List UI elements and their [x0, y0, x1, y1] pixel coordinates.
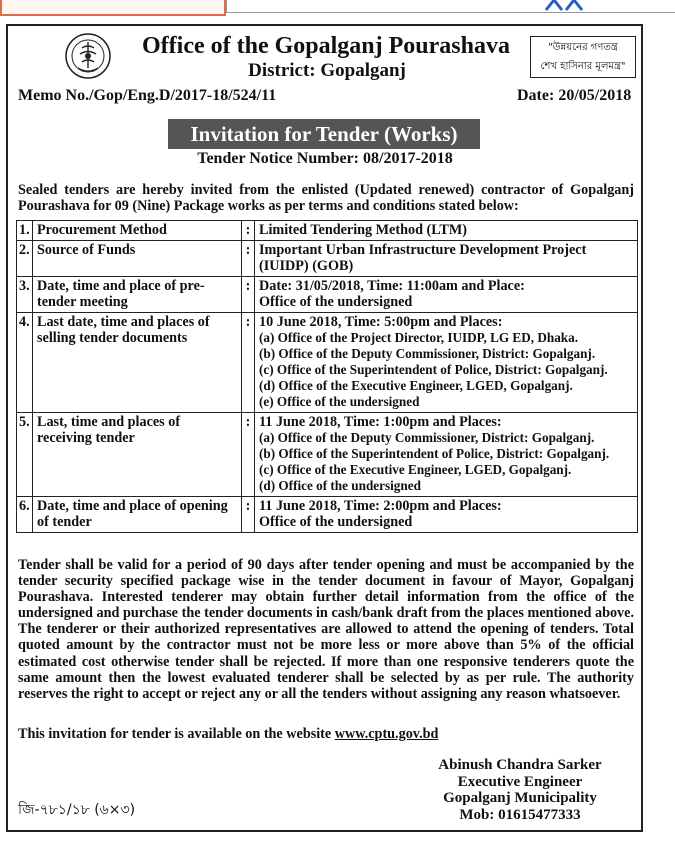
- terms-value-line: Date: 31/05/2018, Time: 11:00am and Place:: [259, 278, 525, 294]
- publication-ref-code: জি-৭৮১/১৮ (৬×৩): [18, 802, 136, 818]
- website-prefix: This invitation for tender is available on the website: [18, 726, 335, 742]
- terms-value-line: Office of the undersigned: [259, 514, 413, 530]
- terms-row-value: [255, 313, 638, 413]
- terms-row-label: Date, time and place of pre-tender meeting: [33, 277, 242, 313]
- terms-value-line: (b) Office of the Deputy Commissioner, District: Gopalganj.: [259, 346, 596, 361]
- slogan-box: [530, 36, 636, 78]
- terms-row-label: Source of Funds: [33, 241, 242, 277]
- terms-row-label: Last, time and places of receiving tender: [33, 413, 242, 497]
- terms-row-value: [255, 413, 638, 497]
- terms-row-label: Procurement Method: [33, 221, 242, 241]
- terms-value-line: (d) Office of the undersigned: [259, 478, 421, 493]
- terms-row: [17, 497, 638, 533]
- terms-row-label: Last date, time and places of selling tender documents: [33, 313, 242, 413]
- terms-row-number: 6.: [17, 497, 33, 533]
- tender-notice-number: Tender Notice Number: 08/2017-2018: [197, 150, 453, 167]
- terms-row-label: Date, time and place of opening of tender: [33, 497, 242, 533]
- memo-number: Memo No./Gop/Eng.D/2017-18/524/11: [18, 87, 277, 104]
- adjacent-ad-fragment-right: [226, 0, 675, 13]
- terms-value-line: Limited Tendering Method (LTM): [259, 222, 467, 238]
- signatory-title: Executive Engineer: [457, 773, 583, 790]
- terms-value-line: (b) Office of the Superintendent of Police, District: Gopalganj.: [259, 446, 610, 461]
- terms-row-value: [255, 497, 638, 533]
- signatory-mobile: Mob: 01615477333: [459, 806, 581, 823]
- terms-value-line: (a) Office of the Deputy Commissioner, District: Gopalganj.: [259, 430, 595, 445]
- terms-row-colon: :: [242, 241, 255, 277]
- signatory-name: Abinush Chandra Sarker: [438, 757, 602, 773]
- invitation-banner: Invitation for Tender (Works): [168, 119, 480, 149]
- terms-row-value: [255, 221, 638, 241]
- terms-row-number: 2.: [17, 241, 33, 277]
- terms-value-line: 11 June 2018, Time: 2:00pm and Places:: [259, 498, 502, 514]
- terms-row-number: 1.: [17, 221, 33, 241]
- terms-row: [17, 277, 638, 313]
- terms-row-colon: :: [242, 413, 255, 497]
- website-line: [18, 726, 438, 743]
- signatory-org: Gopalganj Municipality: [443, 790, 597, 806]
- terms-row-value: [255, 277, 638, 313]
- notice-date: Date: 20/05/2018: [517, 87, 632, 104]
- municipality-seal-icon: [64, 32, 112, 80]
- terms-row-colon: :: [242, 497, 255, 533]
- terms-row-number: 3.: [17, 277, 33, 313]
- terms-row-colon: :: [242, 221, 255, 241]
- adjacent-logo-fragment: [544, 0, 588, 17]
- terms-row-colon: :: [242, 277, 255, 313]
- terms-row-number: 4.: [17, 313, 33, 413]
- terms-row: [17, 241, 638, 277]
- tender-terms-table: [16, 220, 638, 533]
- terms-row: [17, 413, 638, 497]
- terms-row: [17, 221, 638, 241]
- newspaper-top-strip: [0, 0, 675, 22]
- website-link[interactable]: www.cptu.gov.bd: [334, 726, 439, 742]
- signature-block: [400, 757, 640, 823]
- office-title: Office of the Gopalganj Pourashava: [142, 33, 510, 59]
- district-subtitle: District: Gopalganj: [248, 60, 406, 81]
- terms-value-line: (a) Office of the Project Director, IUIDP, LG ED, Dhaka.: [259, 330, 579, 345]
- adjacent-ad-fragment: [0, 0, 226, 16]
- slogan-line-2: শেখ হাসিনার মূলমন্ত্র": [540, 61, 626, 72]
- terms-row-colon: :: [242, 313, 255, 413]
- terms-value-line: (e) Office of the undersigned: [259, 394, 420, 409]
- terms-row: [17, 313, 638, 413]
- conditions-paragraph: Tender shall be valid for a period of 90 days after tender opening and must be accompanied by the tender security specified package wise in the tender document in favour of Mayor, Gopalganj Pourashava. Interested tenderer may obtain further detail information from the office of the undersigned and purchase the tender documents in cash/bank draft from the places mentioned above. The tenderer or their authorized representatives are allowed to attend the opening of tenders. Total quoted amount by the contractor must not be more less or more above than 5% of the official estimated cost otherwise tender shall be rejected. If more than one responsive tenderers quote the same amount then the lowest evaluated tenderer shall be selected by as per rule. The authority reserves the right to accept or reject any or all the tenders without assigning any reason whatsoever.: [18, 557, 634, 702]
- terms-value-line: Important Urban Infrastructure Development Project (IUIDP) (GOB): [259, 242, 587, 274]
- terms-value-line: (c) Office of the Superintendent of Police, District: Gopalganj.: [259, 362, 608, 377]
- intro-paragraph: Sealed tenders are hereby invited from the enlisted (Updated renewed) contractor of Gopalganj Pourashava for 09 (Nine) Package works as per terms and conditions stated below:: [18, 182, 634, 214]
- terms-value-line: Office of the undersigned: [259, 294, 413, 310]
- terms-value-line: 10 June 2018, Time: 5:00pm and Places:: [259, 314, 503, 330]
- slogan-line-1: "উন্নয়নের গণতন্ত্র: [548, 42, 618, 53]
- terms-value-line: (d) Office of the Executive Engineer, LGED, Gopalganj.: [259, 378, 573, 393]
- terms-value-line: 11 June 2018, Time: 1:00pm and Places:: [259, 414, 502, 430]
- terms-row-number: 5.: [17, 413, 33, 497]
- terms-value-line: (c) Office of the Executive Engineer, LGED, Gopalganj.: [259, 462, 572, 477]
- terms-row-value: [255, 241, 638, 277]
